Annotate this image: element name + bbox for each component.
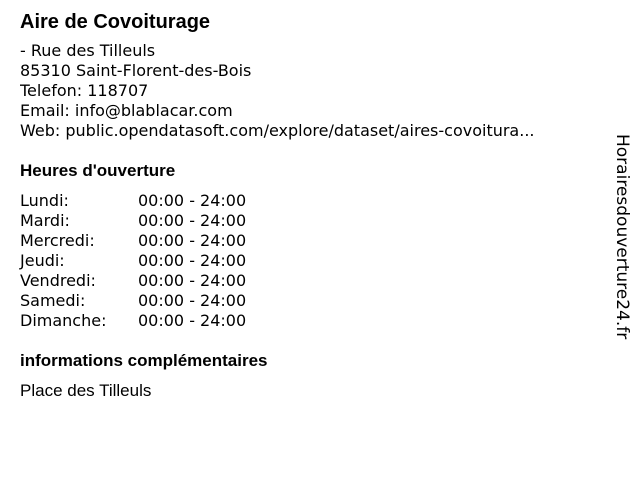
site-watermark: Horairesdouverture24.fr — [612, 134, 632, 340]
day-hours: 00:00 - 24:00 — [138, 231, 247, 250]
day-hours: 00:00 - 24:00 — [138, 271, 247, 290]
hours-row-monday — [20, 191, 246, 211]
additional-info-text: Place des Tilleuls — [20, 381, 152, 400]
email-label: Email: — [20, 101, 75, 120]
day-hours: 00:00 - 24:00 — [138, 211, 247, 230]
city-address: 85310 Saint-Florent-des-Bois — [20, 61, 252, 80]
email-link[interactable]: info@blablacar.com — [74, 101, 233, 120]
place-card — [20, 10, 600, 401]
day-hours: 00:00 - 24:00 — [138, 311, 247, 330]
additional-info-title: informations complémentaires — [20, 351, 268, 370]
opening-hours-title: Heures d'ouverture — [20, 161, 176, 180]
day-label: Jeudi: — [20, 251, 65, 270]
day-label: Lundi: — [20, 191, 69, 210]
address-block — [20, 41, 600, 141]
web-label: Web: — [20, 121, 66, 140]
hours-row-saturday — [20, 291, 246, 311]
page-title: Aire de Covoiturage — [20, 11, 211, 33]
day-hours: 00:00 - 24:00 — [138, 251, 247, 270]
day-label: Vendredi: — [20, 271, 96, 290]
phone-number: Telefon: 118707 — [20, 81, 149, 100]
day-label: Dimanche: — [20, 311, 107, 330]
hours-row-sunday — [20, 311, 246, 331]
opening-hours-table — [20, 191, 246, 331]
day-hours: 00:00 - 24:00 — [138, 191, 247, 210]
hours-row-friday — [20, 271, 246, 291]
hours-row-thursday — [20, 251, 246, 271]
email-row — [20, 101, 600, 121]
hours-row-tuesday — [20, 211, 246, 231]
web-row — [20, 121, 600, 141]
web-link[interactable]: public.opendatasoft.com/explore/dataset/aires-covoitura... — [65, 121, 535, 140]
street-address: - Rue des Tilleuls — [20, 41, 156, 60]
day-label: Samedi: — [20, 291, 86, 310]
hours-row-wednesday — [20, 231, 246, 251]
day-label: Mercredi: — [20, 231, 95, 250]
day-hours: 00:00 - 24:00 — [138, 291, 247, 310]
day-label: Mardi: — [20, 211, 70, 230]
